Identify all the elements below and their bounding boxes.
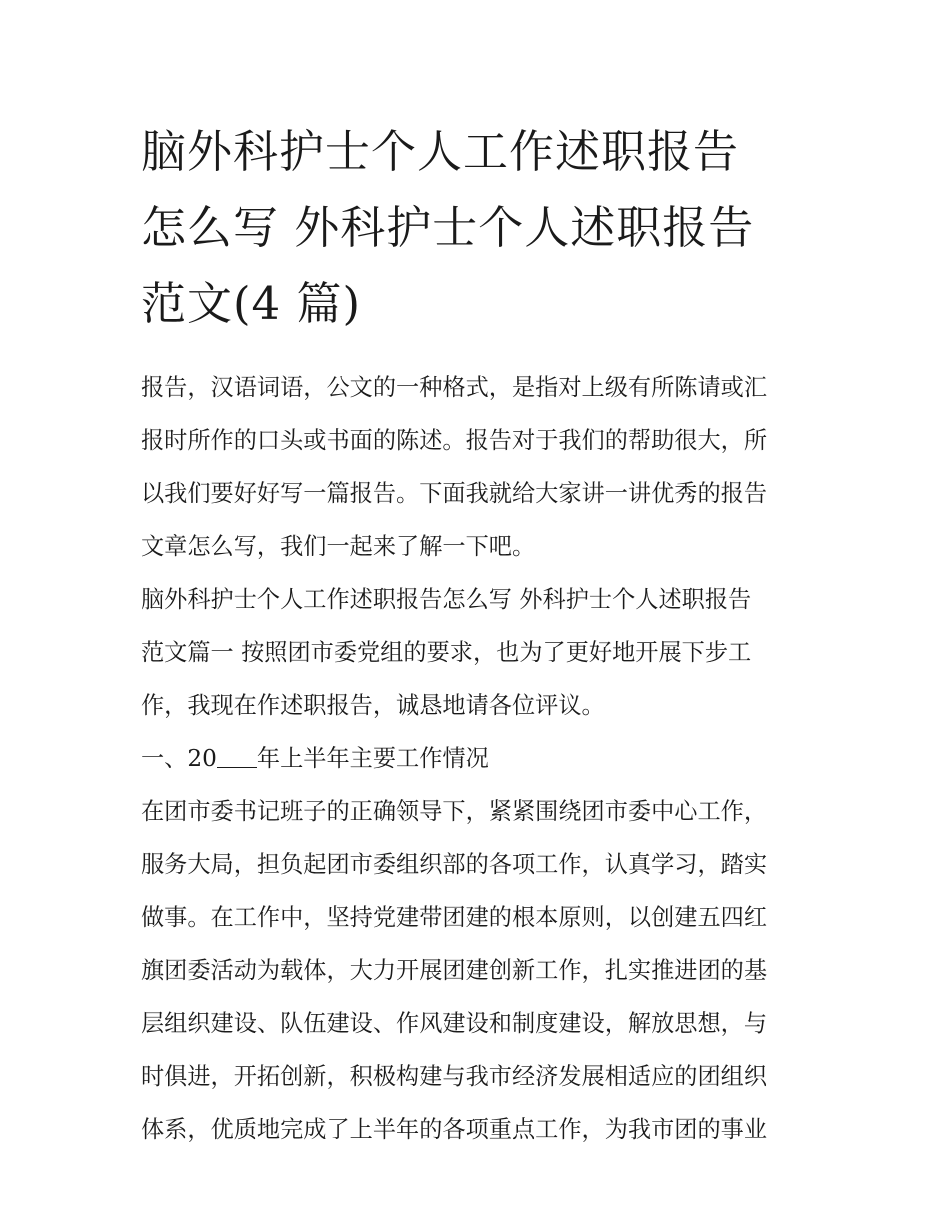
subtitle-paragraph <box>141 573 813 732</box>
section-heading-suffix: 年上半年主要工作情况 <box>256 745 489 772</box>
text-line: 报告，汉语词语，公文的一种格式，是指对上级有所陈请或汇 <box>141 374 768 401</box>
section-heading <box>141 732 813 785</box>
text-line: 旗团委活动为载体，大力开展团建创新工作，扎实推进团的基 <box>141 957 768 984</box>
text-line: 体系，优质地完成了上半年的各项重点工作，为我市团的事业 <box>141 1116 768 1143</box>
document-title <box>141 114 813 342</box>
text-line: 做事。在工作中，坚持党建带团建的根本原则，以创建五四红 <box>141 904 768 931</box>
title-line-3: 范文(4 篇) <box>141 277 362 330</box>
section-paragraph <box>141 785 813 1156</box>
blank-underline <box>217 743 257 768</box>
text-line: 以我们要好好写一篇报告。下面我就给大家讲一讲优秀的报告 <box>141 480 768 507</box>
text-line: 服务大局，担负起团市委组织部的各项工作，认真学习，踏实 <box>141 851 768 878</box>
text-line: 层组织建设、队伍建设、作风建设和制度建设，解放思想，与 <box>141 1010 768 1037</box>
text-line: 脑外科护士个人工作述职报告怎么写 外科护士个人述职报告 <box>141 586 752 613</box>
intro-paragraph <box>141 361 813 573</box>
text-line: 文章怎么写，我们一起来了解一下吧。 <box>141 533 536 560</box>
text-line: 在团市委书记班子的正确领导下，紧紧围绕团市委中心工作， <box>141 798 768 825</box>
text-line: 时俱进，开拓创新，积极构建与我市经济发展相适应的团组织 <box>141 1063 768 1090</box>
text-line: 报时所作的口头或书面的陈述。报告对于我们的帮助很大，所 <box>141 427 768 454</box>
text-line: 作，我现在作述职报告，诚恳地请各位评议。 <box>141 692 605 719</box>
document-page <box>141 114 813 1156</box>
title-line-2: 怎么写 外科护士个人述职报告 <box>141 201 755 254</box>
text-line: 范文篇一 按照团市委党组的要求，也为了更好地开展下步工 <box>141 639 752 666</box>
document-body <box>141 361 813 1156</box>
section-heading-prefix: 一、20 <box>141 745 217 772</box>
title-line-1: 脑外科护士个人工作述职报告 <box>141 125 740 178</box>
